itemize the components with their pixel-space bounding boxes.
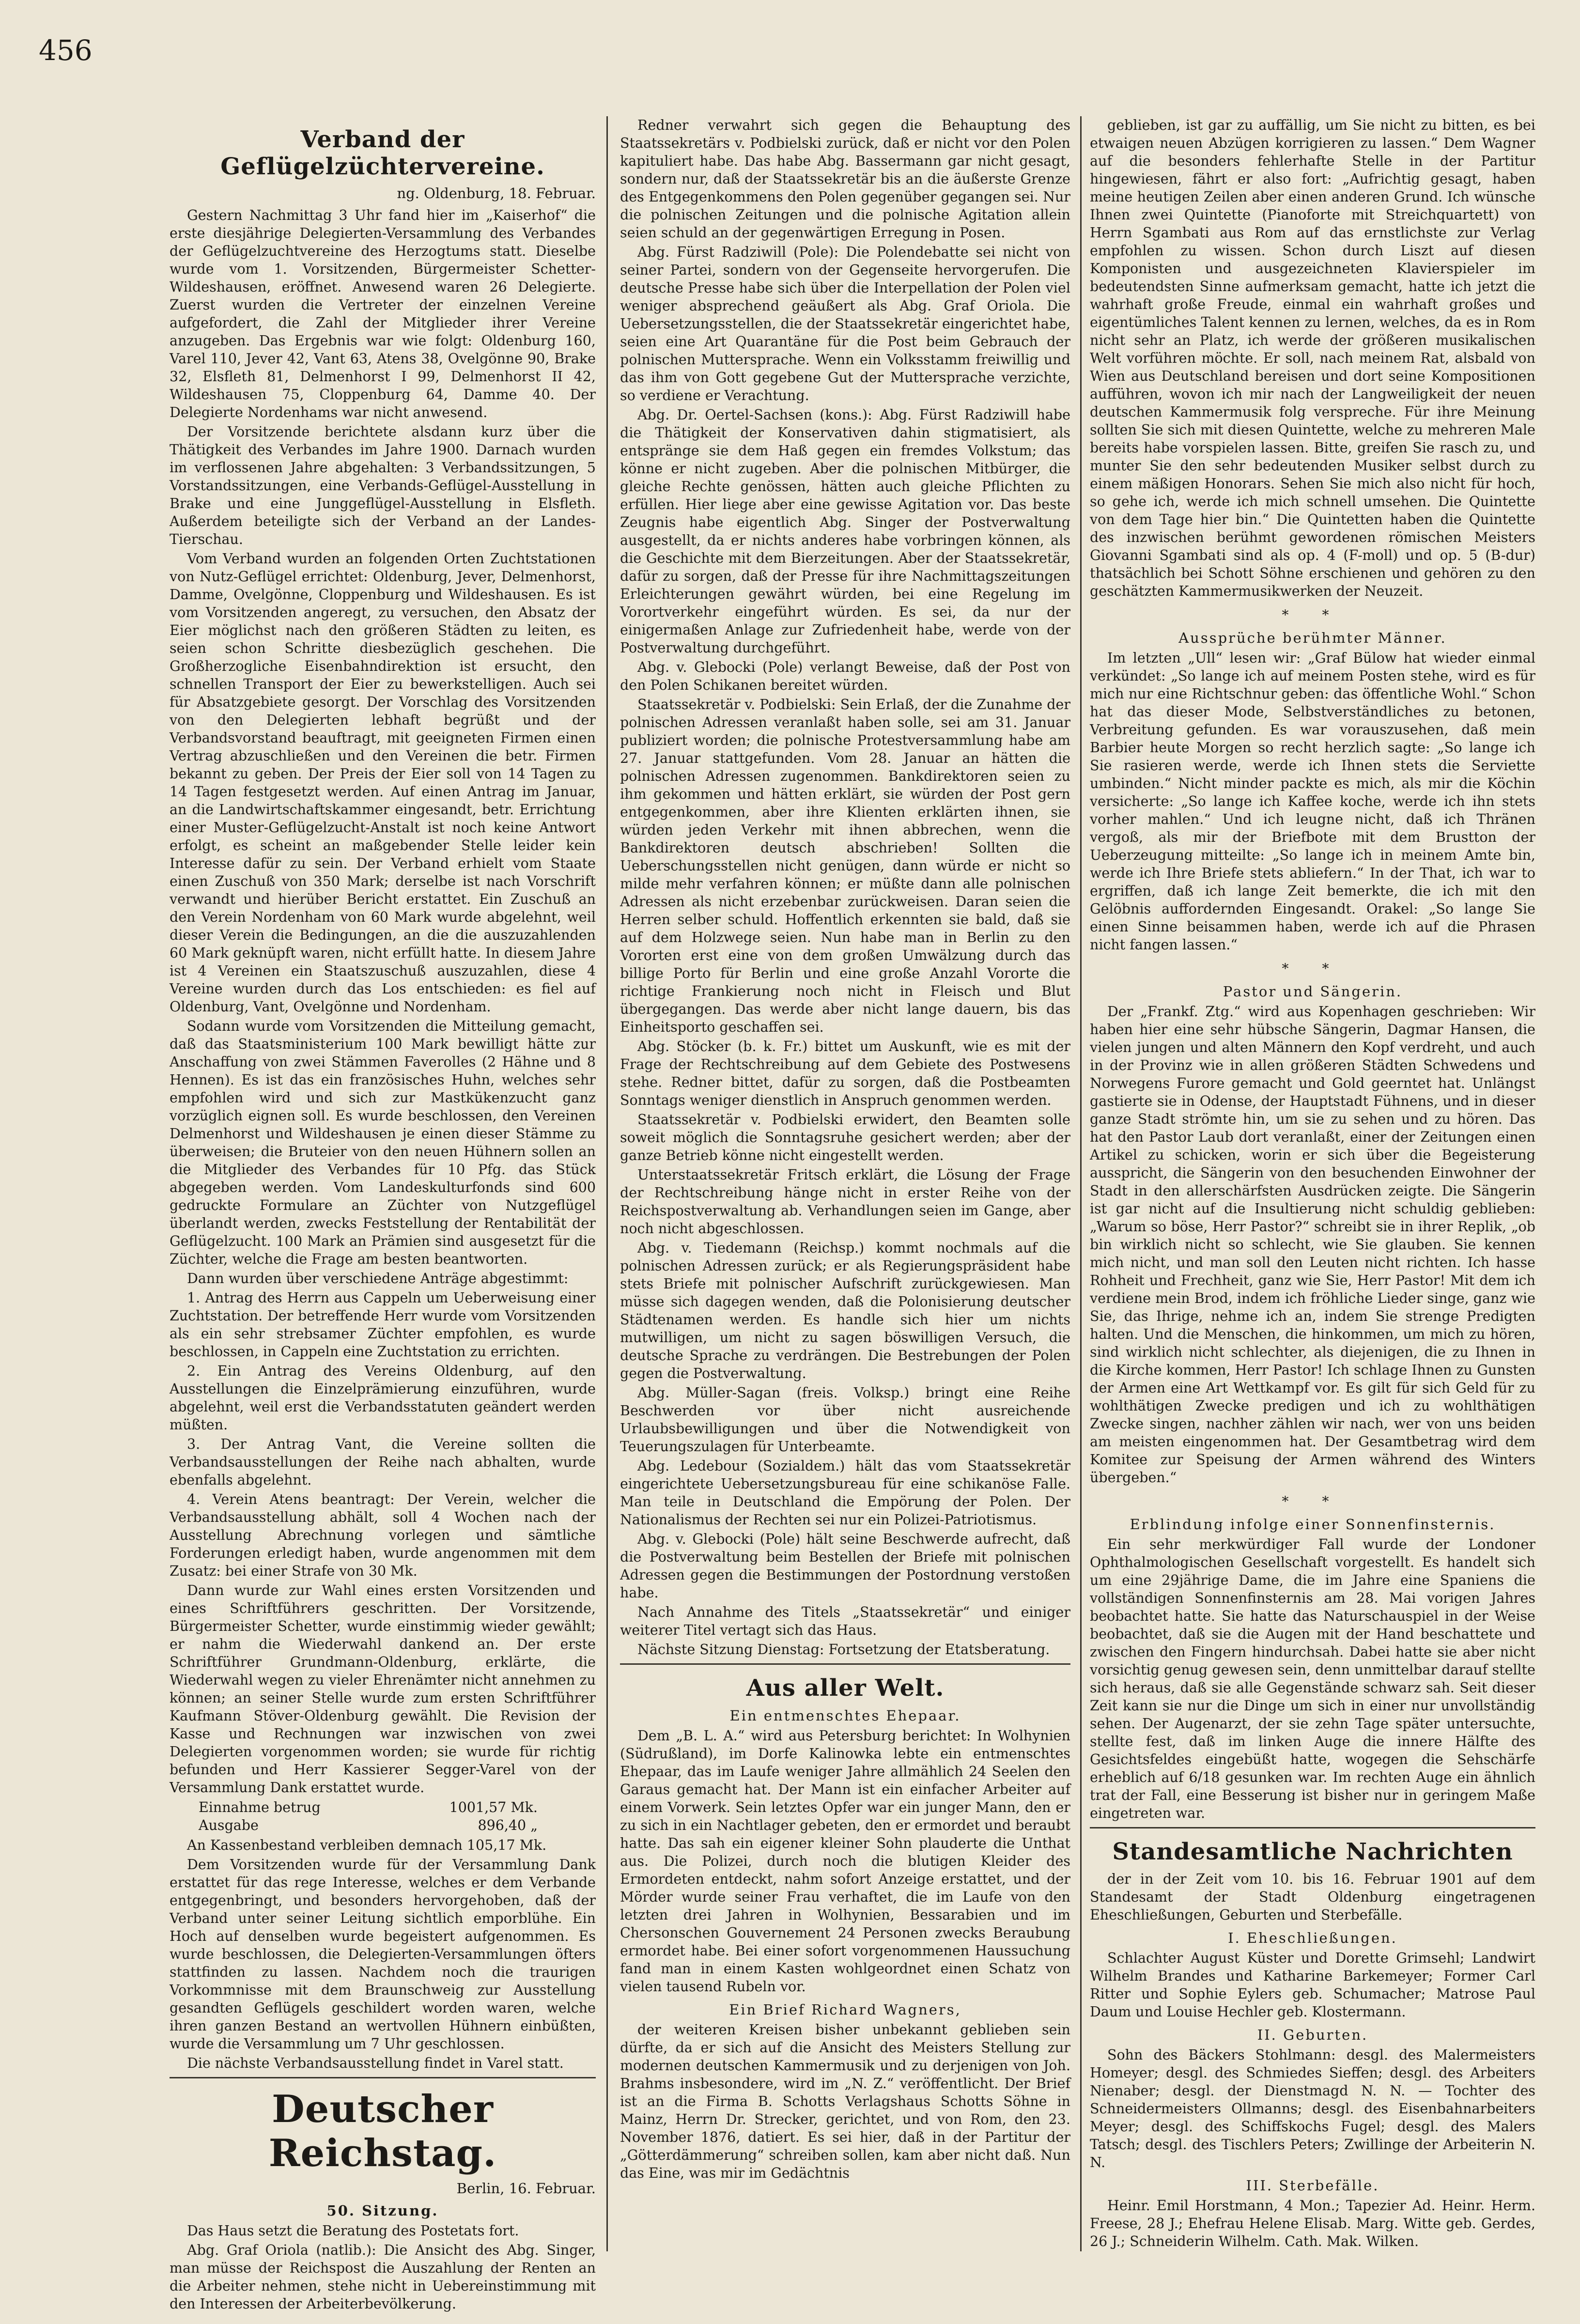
paragraph: Abg. v. Glebocki (Pole) verlangt Beweise, daß der Post von den Polen Schikanen bereitet würden.: [620, 659, 1070, 693]
paragraph: 4. Verein Atens beantragt: Der Verein, welcher die Verbandsausstellung abhält, soll 4 Wochen nach der Ausstellung Abrechnung vorlegen und sämtliche Forderungen erledigt haben, wurde angenommen mit dem Zusatz: bei einer Strafe von 30 Mk.: [170, 1491, 596, 1579]
paragraph: Sohn des Bäckers Stohlmann: desgl. des Malermeisters Homeyer; desgl. des Schmiedes Sieffen; desgl. des Arbeiters Nienaber; desgl. der Dienstmagd N. N. — Tochter des Schneidermeisters Ollmanns; desgl. des Eisenbahnarbeiters Meyer; desgl. des Schiffskochs Fugel; desgl. des Malers Tatsch; desgl. des Tischlers Peters; Zwillinge der Arbeiterin N. N.: [1090, 2047, 1535, 2170]
paragraph: Abg. Müller-Sagan (freis. Volksp.) bringt eine Reihe Beschwerden vor über nicht ausreichende Urlaubsbewilligungen und über die Notwendigkeit von Teuerungszulagen für Unterbeamte.: [620, 1385, 1070, 1455]
budget-value: 896,40 „: [478, 1817, 538, 1833]
paragraph: Abg. v. Tiedemann (Reichsp.) kommt nochmals auf die polnischen Adressen zurück; er als Regierungspräsident habe stets Briefe mit polnischer Aufschrift zurückgewiesen. Man müsse sich dagegen wenden, daß die Polonisierung deutscher Städtenamen werden. Es handle sich hier um nichts mutwilligen, um nicht zu sagen böswilligen Versuch, die deutsche Sprache zu verdrängen. Die Bestrebungen der Polen gegen die Postverwaltung.: [620, 1240, 1070, 1381]
paragraph: Dann wurden über verschiedene Anträge abgestimmt:: [187, 1270, 569, 1286]
paragraph: Sodann wurde vom Vorsitzenden die Mitteilung gemacht, daß das Staatsministerium 100 Mark bewilligt hätte zur Anschaffung von zwei Stämmen Faverolles (2 Hähne und 8 Hennen). Es ist das ein französisches Huhn, welches sehr empfohlen wird und sich zur Mastkükenzucht ganz vorzüglich eignen soll. Es wurde beschlossen, den Vereinen Delmenhorst und Wildeshausen je einen dieser Stämme zu überweisen; die Bruteier von den neuen Hühnern sollen an die Mitglieder des Verbandes für 10 Pfg. das Stück abgegeben werden. Vom Landeskulturfonds sind 600 gedruckte Formulare an Züchter von Nutzgeflügel überlandt werden, zwecks Feststellung der Rentabilität der Geflügelzucht. 100 Mark an Prämien sind ausgesetzt für die Züchter, welche die Frage am besten beantworten.: [170, 1018, 596, 1267]
session-heading: 50. Sitzung.: [326, 2202, 439, 2219]
paragraph: Vom Verband wurden an folgenden Orten Zuchtstationen von Nutz-Geflügel errichtet: Oldenburg, Jever, Delmenhorst, Damme, Ovelgönne, Cloppenburg und Wildeshausen. Es ist vom Vorsitzenden angeregt, zu versuchen, den Absatz der Eier möglichst nach den größeren Städten zu leiten, es seien schon Schritte diesbezüglich geschehen. Die Großherzogliche Eisenbahndirektion ist ersucht, den schnellen Transport der Eier zu bewerkstelligen. Auch sei für Absatzgebiete gesorgt. Der Vorschlag des Vorsitzenden von den Delegierten lebhaft begrüßt und der Verbandsvorstand beauftragt, mit geeigneten Firmen einen Vertrag abzuschließen und den Vereinen die betr. Firmen bekannt zu geben. Der Preis der Eier soll von 14 Tagen zu 14 Tagen festgesetzt werden. Auf einen Antrag im Januar, an die Landwirtschaftskammer eingesandt, betr. Errichtung einer Muster-Geflügelzucht-Anstalt ist noch keine Antwort erfolgt, es scheint an maßgebender Stelle leider kein Interesse dafür zu sein. Der Verband erhielt vom Staate einen Zuschuß von 350 Mark; derselbe ist nach Vorschrift verwandt und hierüber Bericht erstattet. Ein Zuschuß an den Verein Nordenham von 60 Mark wurde abgelehnt, weil dieser Verein die Bedingungen, an die die auszuzahlenden 60 Mark geknüpft waren, nicht erfüllt hatte. In diesem Jahre ist 4 Vereinen ein Staatszuschuß auszuzahlen, diese 4 Vereine wurden durch das Los entschieden: es fiel auf Oldenburg, Vant, Ovelgönne und Nordenham.: [170, 551, 596, 1015]
separator-stars: * *: [1282, 1493, 1344, 1509]
paragraph: Unterstaatssekretär Fritsch erklärt, die Lösung der Frage der Rechtschreibung hänge nicht in erster Reihe von der Reichspostverwaltung ab. Verhandlungen seien im Gange, aber noch nicht abgeschlossen.: [620, 1167, 1070, 1237]
budget-label: Ausgabe: [199, 1817, 259, 1833]
paragraph: Staatssekretär v. Podbielski: Sein Erlaß, der die Zunahme der polnischen Adressen veranlaßt haben solle, sei am 31. Januar publiziert worden; die polnische Protestversammlung habe am 27. Januar stattgefunden. Vom 28. Januar an hätten die polnischen Adressen zugenommen. Bankdirektoren seien zu ihm gekommen und hätten erklärt, sie würden der Post gern entgegenkommen, aber ihre Klienten erklärten ihnen, sie würden jeden Verkehr mit ihnen abbrechen, wenn die Bankdirektoren deutsch abschrieben! Sollten die Ueberschungsstellen nicht genügen, dann würde er nicht so milde mehr verfahren können; er müßte dann alle polnischen Adressen als nicht erzebenbar zurückweisen. Daran seien die Herren selber schuld. Hoffentlich erkennten sie bald, daß sie auf dem Holzwege seien. Nun habe man in Berlin zu den Vororten erst eine von dem großen Umwälzung durch das billige Porto für Berlin und eine große Anzahl Vororte die richtige Frankierung noch nicht in Fleisch und Blut übergegangen. Das werde aber nicht lange dauern, bis das Einheitsporto geschaffen sei.: [620, 697, 1070, 1035]
paragraph: Dem Vorsitzenden wurde für der Versammlung Dank erstattet für das rege Interesse, welches er dem Verbande entgegenbringt, und besonders hervorgehoben, daß der Verband unter seiner Leitung sichtlich emporblühe. Ein Hoch auf denselben wurde begeistert aufgenommen. Es wurde beschlossen, die Delegierten-Versammlungen öfters stattfinden zu lassen. Nachdem noch die traurigen Vorkommnisse mit dem Braunschweig zur Ausstellung gesandten Geflügels geschildert worden waren, welche ihren ganzen Bestand an wertvollen Hühnern einbüßten, wurde die Versammlung um 7 Uhr geschlossen.: [170, 1857, 596, 2052]
paragraph: Gestern Nachmittag 3 Uhr fand hier im „Kaiserhof“ die erste diesjährige Delegierten-Versammlung des Verbandes der Geflügelzuchtvereine des Herzogtums statt. Dieselbe wurde vom 1. Vorsitzenden, Bürgermeister Schetter-Wildeshausen, eröffnet. Anwesend waren 26 Delegierte. Zuerst wurden die Vertreter der einzelnen Vereine aufgefordert, die Zahl der Mitglieder ihrer Vereine anzugeben. Das Ergebnis war wie folgt: Oldenburg 160, Varel 110, Jever 42, Vant 63, Atens 38, Ovelgönne 90, Brake 32, Elsfleth 81, Delmenhorst I 99, Delmenhorst II 42, Wildeshausen 75, Cloppenburg 64, Damme 40. Der Delegierte Nordenhams war nicht anwesend.: [170, 207, 596, 420]
article-title: Verband der Geflügelzüchtervereine.: [220, 126, 545, 180]
paragraph: Der „Frankf. Ztg.“ wird aus Kopenhagen geschrieben: Wir haben hier eine sehr hübsche Sängerin, Dagmar Hansen, die vielen jungen und alten Männern den Kopf verdreht, und auch in der Provinz wie in allen größeren Städten Schwedens und Norwegens Furore gemacht und Gold geerntet hat. Unlängst gastierte sie in Odense, der Hauptstadt Fühnens, und in dieser ganze Stadt strömte hin, um sie zu sehen und zu hören. Das hat den Pastor Laub dort veranlaßt, einer der Zeitungen einen Artikel zu schicken, worin er sich über die Begeisterung ausspricht, die Sängerin von den besuchenden Einwohner der Stadt in den allerschärfsten Ausdrücken zeigte. Die Sängerin ist gar nicht auf die Insultierung nicht schuldig geblieben: „Warum so böse, Herr Pastor?“ schreibt sie in ihrer Replik, „ob bin wirklich nicht so schlecht, wie Sie glauben. Sie kennen mich nicht, und man soll den Leuten nicht richten. Ich hasse Rohheit und Frechheit, ganz wie Sie, Herr Pastor! Mit dem ich verdiene mein Brod, indem ich fröhliche Lieder singe, ganz wie Sie, das Ihrige, nehme ich an, indem Sie strenge Predigten halten. Und die Menschen, die hinkommen, um mich zu hören, sind wirklich nicht schlechter, als diejenigen, die zu Ihnen in die Kirche kommen, Herr Pastor! Ich schlage Ihnen zu Gunsten der Armen eine Art Wettkampf vor. Es gilt für sich Geld für zu wohlthätigen Zwecke predigen und ich zu wohlthätigen Zwecke singen, nachher zählen wir nach, wer von uns beiden am meisten eingenommen hat. Der Gesamtbetrag wird dem Komitee zur Speisung der Armen während des Winters übergeben.“: [1090, 1004, 1535, 1486]
budget-value: 1001,57 Mk.: [449, 1799, 538, 1815]
paragraph: Ein sehr merkwürdiger Fall wurde der Londoner Ophthalmologischen Gesellschaft vorgestellt. Es handelt sich um eine 29jährige Dame, die im Jahre eine Spaniens die vollständigen Sonnenfinsternis am 28. Mai vorigen Jahres beobachtet hatte. Sie hatte das Naturschauspiel in der Weise beobachtet, daß sie die Augen mit der Hand beschattete und zwischen den Fingern hindurchsah. Dabei hatte sie aber nicht vorsichtig genug gewesen sein, denn unmittelbar darauf stellte sich heraus, daß sie alle Gegenstände schwarz sah. Seit dieser Zeit kann sie nur die Dinge um sich in einer nur unvollständig sehen. Der Augenarzt, der sie zehn Tage später untersuchte, stellte fest, daß im linken Auge die innere Hälfte des Gesichtsfeldes eingebüßt hatte, wogegen die Sehschärfe erheblich auf 6/18 gesunken war. Im rechten Auge ein ähnlich trat der Fall, eine Besserung ist bisher nur in geringem Maße eingetreten war.: [1090, 1536, 1535, 1821]
article-subhead: Aussprüche berühmter Männer.: [1178, 630, 1447, 646]
paragraph: Abg. v. Glebocki (Pole) hält seine Beschwerde aufrecht, daß die Postverwaltung beim Bestellen der Briefe mit polnischen Adressen gegen die Bestimmungen der Postordnung verstoßen habe.: [620, 1531, 1070, 1601]
paragraph: 1. Antrag des Herrn aus Cappeln um Ueberweisung einer Zuchtstation. Der betreffende Herr wurde vom Vorsitzenden als ein sehr strebsamer Züchter empfohlen, es wurde beschlossen, in Cappeln eine Zuchtstation zu errichten.: [170, 1290, 596, 1360]
paragraph: Heinr. Emil Horstmann, 4 Mon.; Tapezier Ad. Heinr. Herm. Freese, 28 J.; Ehefrau Helene Elisab. Marg. Witte geb. Gerdes, 26 J.; Schneiderin Wilhelm. Cath. Mak. Wilken.: [1090, 2198, 1535, 2249]
paragraph: Dann wurde zur Wahl eines ersten Vorsitzenden und eines Schriftführers geschritten. Der Vorsitzende, Bürgermeister Schetter, wurde einstimmig wieder gewählt; er nahm die Wiederwahl dankend an. Der erste Schriftführer Grundmann-Oldenburg, erklärte, die Wiederwahl wegen zu vieler Ehrenämter nicht annehmen zu können; an seiner Stelle wurde zum ersten Schriftführer Kaufmann Stöver-Oldenburg gewählt. Die Revision der Kasse und Rechnungen war inzwischen von zwei Delegierten vorgenommen worden; sie wurde für richtig befunden und Herr Kassierer Segger-Varel von der Versammlung Dank erstattet wurde.: [170, 1582, 596, 1796]
section-divider: [620, 1663, 1070, 1665]
paragraph: 3. Der Antrag Vant, die Vereine sollten die Verbandsausstellungen der Reihe nach abhalten, wurde ebenfalls abgelehnt.: [170, 1436, 596, 1488]
paragraph: Abg. Ledebour (Sozialdem.) hält das vom Staatssekretär eingerichtete Uebersetzungsbureau für eine schikanöse Falle. Man teile in Deutschland die Empörung der Polen. Der Nationalismus der Rechten sei nur ein Polizei-Patriotismus.: [620, 1458, 1070, 1528]
paragraph: Abg. Dr. Oertel-Sachsen (kons.): Abg. Fürst Radziwill habe die Thätigkeit der Konservativen dahin stigmatisiert, als entspränge sie dem Haß gegen ein fremdes Volkstum; das könne er nicht zugeben. Aber die polnischen Mitbürger, die gleiche Rechte genössen, hätten auch gleiche Pflichten zu erfüllen. Hier liege aber eine gewisse Agitation vor. Das beste Zeugnis habe eigentlich Abg. Singer der Postverwaltung ausgestellt, da er nichts anderes habe vorbringen können, als die Geschichte mit dem Bierzeitungen. Aber der Staatssekretär, dafür zu sorgen, daß der Presse für ihre Nachmittagszeitungen Erleichterungen gewährt würden, bei eine Regelung im Vorortverkehr eingeführt würden. Es sei, da nur der einigermaßen Anlage zur Zufriedenheit habe, werde von der Postverwaltung durchgeführt.: [620, 407, 1070, 656]
paragraph: Im letzten „Ull“ lesen wir: „Graf Bülow hat wieder einmal verkündet: „So lange ich auf meinem Posten stehe, wird es für mich nur eine Richtschnur geben: das öffentliche Wohl.“ Schon hat das dieser Mode, Selbstverständliches zu betonen, Verbreitung gefunden. Es war vorauszusehen, daß mein Barbier heute Morgen so recht herzlich sagte: „So lange ich Sie rasieren werde, werde ich Ihnen stets die Serviette umbinden.“ Nicht minder packte es mich, als mir die Köchin versicherte: „So lange ich Kaffee koche, werde ich ihn stets vorher mahlen.“ Und ich leugne nicht, daß ich Thränen vergoß, als mir der Briefbote mit dem Brustton der Ueberzeugung mitteilte: „So lange ich in meinem Amte bin, werde ich Ihre Briefe stets abliefern.“ In der That, ich war to ergriffen, daß ich lange Zeit bemerkte, die ich mit den Gelöbnis auffordernden Eingesandt. Orakel: „So lange Sie einen Sinne beisammen haben, werde ich auf die Phrasen nicht fangen lassen.“: [1090, 650, 1535, 953]
article-subhead: Pastor und Sängerin.: [1223, 983, 1403, 1000]
article-subhead: III. Sterbefälle.: [1246, 2177, 1379, 2194]
paragraph: geblieben, ist gar zu auffällig, um Sie nicht zu bitten, es bei etwaigen neuen Abzügen korrigieren zu lassen.“ Dem Wagner auf die besonders fehlerhafte Stelle in der Partitur hingewiesen, fährt er also fort: „Aufrichtig gesagt, haben meine heutigen Zeilen aber einen anderen Grund. Ich wünsche Ihnen zwei Quintette (Pianoforte mit Streichquartett) von Herrn Sgambati aus Rom auf das ernstlichste zur Verlag empfohlen zu wissen. Schon durch Liszt auf diesen Komponisten und ausgezeichneten Klavierspieler im bedeutendsten Sinne aufmerksam gemacht, hatte ich jetzt die wahrhaft große Freude, einmal ein wahrhaft großes und eigentümliches Talent kennen zu lernen, welches, da es in Rom nicht sehr an Platz, ich werde der größeren musikalischen Welt vorführen möchte. Er soll, nach meinem Rat, alsbald von Wien aus Deutschland bereisen und dort seine Kompositionen aufführen, wovon ich mir nach der Langweiligkeit der neuen deutschen Kammermusik folg verspreche. Für ihre Meinung sollten Sie sich mit diesen Quintette, welche zu mehreren Male bereits habe vorspielen lassen. Bitte, greifen Sie rasch zu, und munter Sie den sehr bedeutenden Musiker selbst durch zu einem mäßigen Honorars. Sehen Sie mich also nicht für hoch, so gehe ich, werde ich mich schnell umsehen. Die Quintette von dem Tage hier bin.“ Die Quintetten haben die Quintette des inzwischen berühmt gewordenen römischen Meisters Giovanni Sgambati sind als op. 4 (F-moll) und op. 5 (B-dur) thatsächlich bei Schott Söhne erschienen und gehören zu den geschätzten Kammermusikwerken der Neuzeit.: [1090, 117, 1535, 599]
column-rule: [606, 116, 608, 2251]
paragraph: Dem „B. L. A.“ wird aus Petersburg berichtet: In Wolhynien (Südrußland), im Dorfe Kalinowka lebte ein entmenschtes Ehepaar, das im Laufe weniger Jahre allmählich 24 Seelen den Garaus gemacht hat. Der Mann ist ein einfacher Arbeiter auf einem Vorwerk. Sein letztes Opfer war ein junger Mann, den er zu sich in ein Nachtlager gebeten, den er ermordet und beraubt hatte. Das sah ein eigener kleiner Sohn plauderte die Unthat aus. Die Polizei, durch noch die blutigen Kleider des Ermordeten entdeckt, nahm sofort Anzeige erstattet, und der Mörder wurde seiner Frau verhaftet, die im Laufe von den letzten drei Jahren in Wolhynien, Bessarabien und im Chersonschen Gouvernement 24 Personen zwecks Beraubung ermordet habe. Bei einer sofort vorgenommenen Haussuchung fand man in einem Kasten wohlgeordnet einen Schatz von vielen tausend Rubeln vor.: [620, 1728, 1070, 1995]
paragraph: 2. Ein Antrag des Vereins Oldenburg, auf den Ausstellungen die Einzelprämierung einzuführen, wurde abgelehnt, weil erst die Verbandsstatuten geändert werden müßten.: [170, 1363, 596, 1433]
paragraph: Staatssekretär v. Podbielski erwidert, den Beamten solle soweit möglich die Sonntagsruhe gesichert werden; aber der ganze Betrieb könne nicht eingestellt werden.: [620, 1112, 1070, 1163]
paragraph: der weiteren Kreisen bisher unbekannt geblieben sein dürfte, da er sich auf die Ansicht des Meisters Stellung zur modernen deutschen Kammermusik und zu derjenigen von Joh. Brahms insbesondere, wird im „N. Z.“ veröffentlicht. Der Brief ist an die Firma B. Schotts Verlagshaus Schotts Söhne in Mainz, Herrn Dr. Strecker, gerichtet, und von Rom, den 23. November 1876, datiert. Es sei hier, daß in der Partitur der „Götterdämmerung“ schreiben sollen, kam aber nicht daß. Nun das Eine, was mir im Gedächtnis: [620, 2022, 1070, 2181]
paragraph: Nach Annahme des Titels „Staatssekretär“ und einiger weiterer Titel vertagt sich das Haus.: [620, 1604, 1070, 1638]
column-1: [170, 116, 596, 2312]
article-subhead: Ein entmenschtes Ehepaar.: [729, 1707, 961, 1724]
paragraph: Abg. Stöcker (b. k. Fr.) bittet um Auskunft, wie es mit der Frage der Rechtschreibung auf dem Gebiete des Postwesens stehe. Redner bittet, dafür zu sorgen, daß die Postbeamten Sonntags weniger dienstlich in Anspruch genommen werden.: [620, 1038, 1070, 1108]
section-divider: [170, 2077, 596, 2078]
article-subhead: II. Geburten.: [1257, 2027, 1368, 2043]
paragraph: Das Haus setzt die Beratung des Postetats fort.: [187, 2223, 519, 2239]
budget-label: Einnahme betrug: [199, 1799, 321, 1815]
page-number: 456: [39, 34, 93, 67]
article-subhead: Erblindung infolge einer Sonnenfinsternis.: [1130, 1516, 1496, 1533]
column-3: [1090, 116, 1535, 2251]
column-2: [620, 116, 1070, 2251]
separator-stars: * *: [1282, 961, 1344, 976]
article-title: Standesamtliche Nachrichten: [1112, 1838, 1513, 1865]
budget-row: [199, 1816, 538, 1834]
dateline: ng. Oldenburg, 18. Februar.: [397, 185, 596, 201]
paragraph: Abg. Fürst Radziwill (Pole): Die Polendebatte sei nicht von seiner Partei, sondern von der Gegenseite hervorgerufen. Die deutsche Presse habe sich über die Interpellation der Polen viel weniger absprechend geäußert als Abg. Graf Oriola. Die Uebersetzungsstellen, die der Staatssekretär eingerichtet habe, seien eine Art Quarantäne für die Post beim Gebrauch der polnischen Muttersprache. Wenn ein Volksstamm freiwillig und das ihm von Gott gegebene Gut der Muttersprache verzichte, so verdiene er Verachtung.: [620, 244, 1070, 403]
article-subhead: Ein Brief Richard Wagners,: [729, 2001, 961, 2018]
paragraph: Nächste Sitzung Dienstag: Fortsetzung der Etatsberatung.: [637, 1642, 1050, 1658]
paragraph: Der Vorsitzende berichtete alsdann kurz über die Thätigkeit des Verbandes im Jahre 1900. Darnach wurden im verflossenen Jahre abgehalten: 3 Verbandssitzungen, 5 Vorstandssitzungen, eine Verbands-Geflügel-Ausstellung in Brake und eine Junggeflügel-Ausstellung in Elsfleth. Außerdem beteiligte sich der Verband an der Landes-Tierschau.: [170, 424, 596, 547]
budget-table: [199, 1798, 596, 1834]
section-divider: [1090, 1827, 1535, 1828]
dateline: Berlin, 16. Februar.: [456, 2180, 596, 2197]
paragraph: An Kassenbestand verbleiben demnach 105,17 Mk.: [187, 1837, 547, 1853]
paragraph: Redner verwahrt sich gegen die Behauptung des Staatssekretärs v. Podbielski zurück, daß er nicht vor den Polen kapituliert habe. Das habe Abg. Bassermann gar nicht gesagt, sondern nur, daß der Staatssekretär bis an die äußerste Grenze des Entgegenkommens den Polen gegenüber gegangen sei. Nur die polnischen Zeitungen und die polnische Agitation allein seien schuld an der gegenwärtigen Erregung in Posen.: [620, 117, 1070, 241]
column-rule: [1080, 116, 1082, 2251]
budget-row: [199, 1798, 538, 1816]
separator-stars: * *: [1282, 607, 1344, 623]
paragraph: Die nächste Verbandsausstellung findet in Varel statt.: [187, 2055, 564, 2071]
paragraph: Abg. Graf Oriola (natlib.): Die Ansicht des Abg. Singer, man müsse der Reichspost die Auszahlung der Renten an die Arbeiter nehmen, stehe nicht in Uebereinstimmung mit den Interessen der Arbeiterbevölkerung.: [170, 2242, 596, 2312]
paragraph: Schlachter August Küster und Dorette Grimsehl; Landwirt Wilhelm Brandes und Katharine Barkemeyer; Former Carl Ritter und Sophie Eylers geb. Schumacher; Matrose Paul Daum und Louise Hechler geb. Klostermann.: [1090, 1950, 1535, 2020]
paragraph: der in der Zeit vom 10. bis 16. Februar 1901 auf dem Standesamt der Stadt Oldenburg eingetragenen Eheschließungen, Geburten und Sterbefälle.: [1090, 1871, 1535, 1923]
article-title: Deutscher Reichstag.: [268, 2087, 497, 2175]
article-subhead: I. Eheschließungen.: [1228, 1930, 1397, 1946]
article-title: Aus aller Welt.: [746, 1674, 945, 1702]
